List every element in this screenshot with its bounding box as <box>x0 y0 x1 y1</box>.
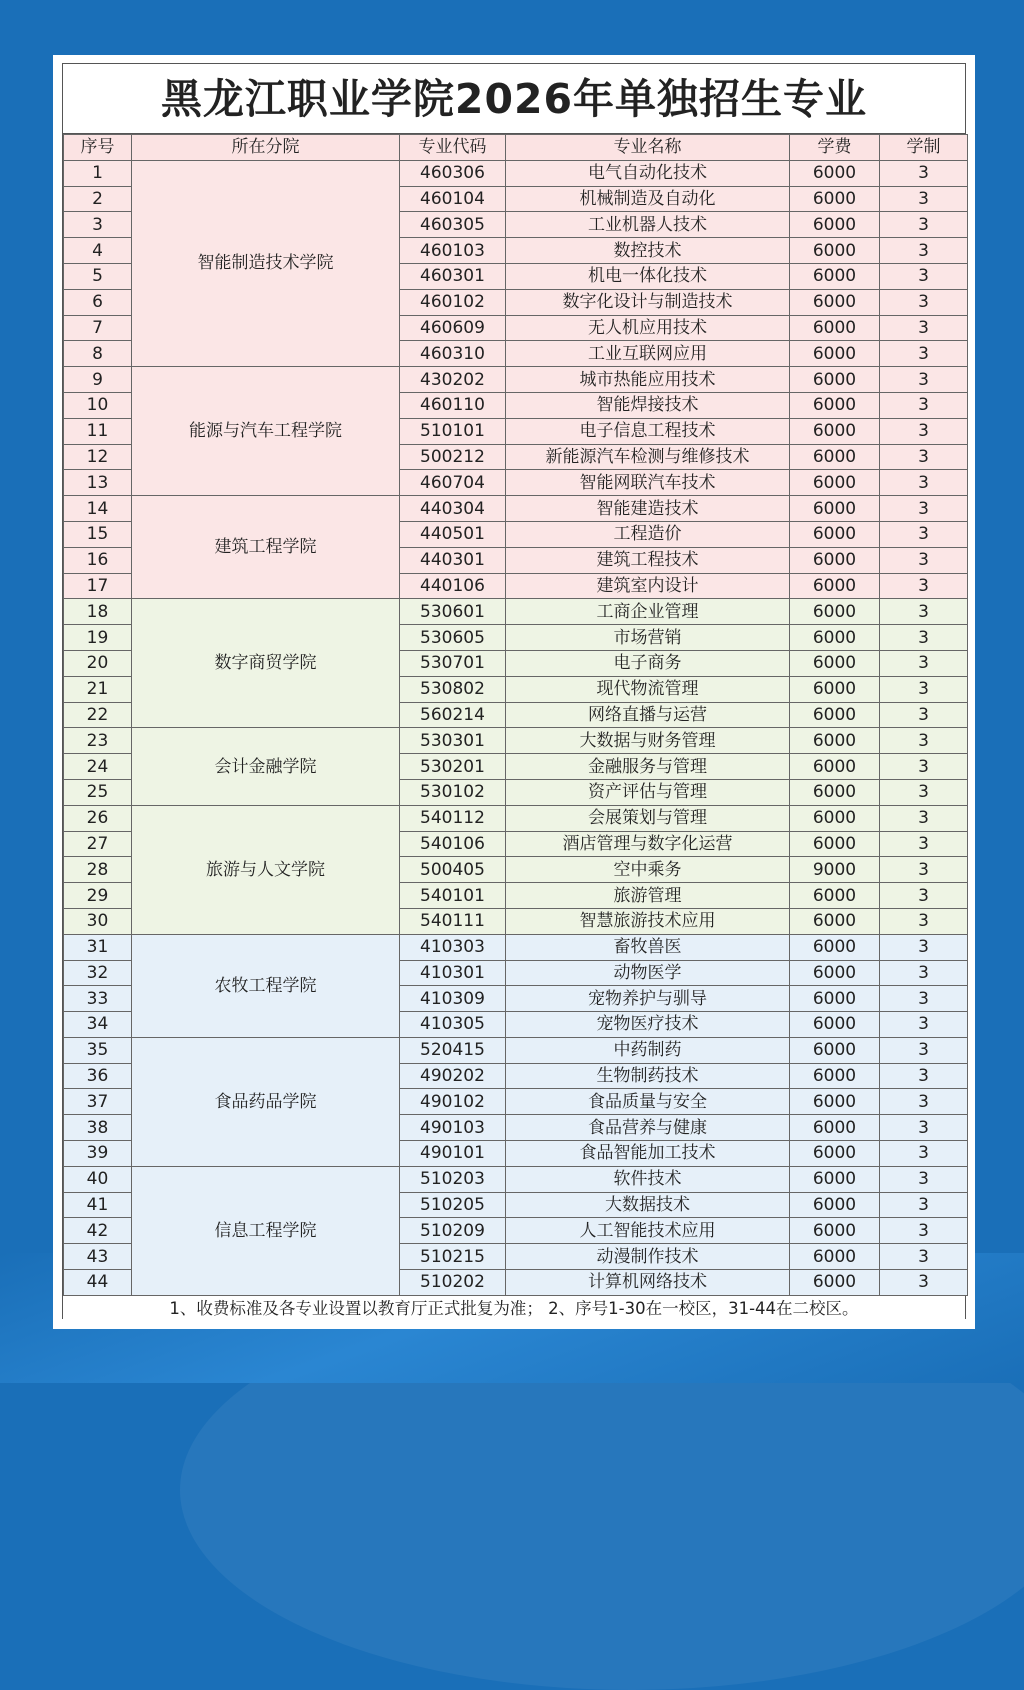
cell-duration: 3 <box>880 754 968 780</box>
cell-index: 31 <box>64 934 132 960</box>
cell-fee: 6000 <box>790 1166 880 1192</box>
cell-fee: 6000 <box>790 392 880 418</box>
table-row <box>64 728 968 754</box>
cell-duration: 3 <box>880 1063 968 1089</box>
cell-index: 23 <box>64 728 132 754</box>
cell-fee: 6000 <box>790 521 880 547</box>
cell-major: 工业互联网应用 <box>506 341 790 367</box>
cell-index: 25 <box>64 779 132 805</box>
cell-fee: 6000 <box>790 341 880 367</box>
cell-duration: 3 <box>880 779 968 805</box>
cell-code: 530601 <box>400 599 506 625</box>
cell-duration: 3 <box>880 444 968 470</box>
table-row <box>64 934 968 960</box>
cell-fee: 6000 <box>790 1141 880 1167</box>
cell-code: 440304 <box>400 496 506 522</box>
cell-duration: 3 <box>880 805 968 831</box>
cell-major: 工程造价 <box>506 521 790 547</box>
cell-duration: 3 <box>880 160 968 186</box>
cell-duration: 3 <box>880 263 968 289</box>
cell-index: 9 <box>64 367 132 393</box>
cell-major: 建筑室内设计 <box>506 573 790 599</box>
cell-index: 13 <box>64 470 132 496</box>
cell-code: 410301 <box>400 960 506 986</box>
cell-code: 540112 <box>400 805 506 831</box>
cell-duration: 3 <box>880 1166 968 1192</box>
cell-fee: 6000 <box>790 470 880 496</box>
cell-index: 28 <box>64 857 132 883</box>
cell-duration: 3 <box>880 960 968 986</box>
cell-major: 人工智能技术应用 <box>506 1218 790 1244</box>
cell-fee: 6000 <box>790 934 880 960</box>
cell-code: 410305 <box>400 1012 506 1038</box>
cell-code: 530605 <box>400 625 506 651</box>
cell-major: 中药制药 <box>506 1037 790 1063</box>
cell-duration: 3 <box>880 1089 968 1115</box>
cell-fee: 6000 <box>790 573 880 599</box>
cell-index: 6 <box>64 289 132 315</box>
cell-code: 510203 <box>400 1166 506 1192</box>
cell-index: 15 <box>64 521 132 547</box>
cell-index: 29 <box>64 883 132 909</box>
cell-code: 460609 <box>400 315 506 341</box>
cell-code: 540111 <box>400 908 506 934</box>
cell-college: 旅游与人文学院 <box>132 805 400 934</box>
cell-major: 会展策划与管理 <box>506 805 790 831</box>
table-row <box>64 1037 968 1063</box>
cell-duration: 3 <box>880 392 968 418</box>
cell-major: 大数据技术 <box>506 1192 790 1218</box>
cell-index: 14 <box>64 496 132 522</box>
cell-duration: 3 <box>880 1037 968 1063</box>
cell-index: 18 <box>64 599 132 625</box>
cell-fee: 6000 <box>790 444 880 470</box>
cell-duration: 3 <box>880 1218 968 1244</box>
cell-index: 39 <box>64 1141 132 1167</box>
cell-major: 建筑工程技术 <box>506 547 790 573</box>
cell-major: 电子商务 <box>506 650 790 676</box>
header-major: 专业名称 <box>506 135 790 161</box>
cell-major: 资产评估与管理 <box>506 779 790 805</box>
cell-major: 新能源汽车检测与维修技术 <box>506 444 790 470</box>
cell-code: 490101 <box>400 1141 506 1167</box>
cell-duration: 3 <box>880 934 968 960</box>
cell-code: 510205 <box>400 1192 506 1218</box>
cell-fee: 6000 <box>790 186 880 212</box>
footnote: 1、收费标准及各专业设置以教育厅正式批复为准； 2、序号1-30在一校区，31-44在二校区。 <box>63 1296 965 1321</box>
cell-code: 510101 <box>400 418 506 444</box>
cell-major: 智慧旅游技术应用 <box>506 908 790 934</box>
cell-college: 信息工程学院 <box>132 1166 400 1295</box>
cell-duration: 3 <box>880 1141 968 1167</box>
cell-index: 10 <box>64 392 132 418</box>
cell-index: 36 <box>64 1063 132 1089</box>
table-header-row <box>64 135 968 161</box>
cell-major: 宠物医疗技术 <box>506 1012 790 1038</box>
cell-fee: 6000 <box>790 908 880 934</box>
cell-index: 27 <box>64 831 132 857</box>
cell-major: 金融服务与管理 <box>506 754 790 780</box>
cell-major: 动漫制作技术 <box>506 1244 790 1270</box>
cell-code: 520415 <box>400 1037 506 1063</box>
cell-fee: 6000 <box>790 883 880 909</box>
header-college: 所在分院 <box>132 135 400 161</box>
cell-duration: 3 <box>880 418 968 444</box>
cell-index: 5 <box>64 263 132 289</box>
cell-duration: 3 <box>880 238 968 264</box>
cell-major: 大数据与财务管理 <box>506 728 790 754</box>
cell-duration: 3 <box>880 470 968 496</box>
table-row <box>64 599 968 625</box>
cell-fee: 6000 <box>790 367 880 393</box>
cell-fee: 6000 <box>790 1063 880 1089</box>
cell-major: 食品营养与健康 <box>506 1115 790 1141</box>
cell-major: 生物制药技术 <box>506 1063 790 1089</box>
cell-index: 33 <box>64 986 132 1012</box>
cell-college: 数字商贸学院 <box>132 599 400 728</box>
cell-index: 37 <box>64 1089 132 1115</box>
cell-fee: 6000 <box>790 805 880 831</box>
cell-fee: 6000 <box>790 779 880 805</box>
cell-code: 510202 <box>400 1270 506 1296</box>
cell-code: 460104 <box>400 186 506 212</box>
cell-duration: 3 <box>880 186 968 212</box>
cell-duration: 3 <box>880 625 968 651</box>
cell-duration: 3 <box>880 367 968 393</box>
cell-fee: 6000 <box>790 1244 880 1270</box>
cell-major: 智能建造技术 <box>506 496 790 522</box>
cell-major: 电子信息工程技术 <box>506 418 790 444</box>
cell-major: 宠物养护与驯导 <box>506 986 790 1012</box>
table-row <box>64 160 968 186</box>
cell-major: 市场营销 <box>506 625 790 651</box>
cell-index: 21 <box>64 676 132 702</box>
cell-duration: 3 <box>880 1270 968 1296</box>
cell-duration: 3 <box>880 1192 968 1218</box>
majors-table <box>63 134 968 1296</box>
cell-code: 440501 <box>400 521 506 547</box>
cell-fee: 6000 <box>790 676 880 702</box>
cell-code: 460102 <box>400 289 506 315</box>
cell-duration: 3 <box>880 547 968 573</box>
cell-college: 能源与汽车工程学院 <box>132 367 400 496</box>
cell-college: 会计金融学院 <box>132 728 400 805</box>
cell-code: 530201 <box>400 754 506 780</box>
cell-fee: 6000 <box>790 986 880 1012</box>
cell-fee: 6000 <box>790 496 880 522</box>
cell-index: 43 <box>64 1244 132 1270</box>
cell-code: 490102 <box>400 1089 506 1115</box>
cell-fee: 6000 <box>790 1218 880 1244</box>
cell-code: 410303 <box>400 934 506 960</box>
cell-code: 560214 <box>400 702 506 728</box>
cell-duration: 3 <box>880 986 968 1012</box>
cell-fee: 6000 <box>790 650 880 676</box>
cell-index: 35 <box>64 1037 132 1063</box>
cell-code: 530301 <box>400 728 506 754</box>
cell-index: 34 <box>64 1012 132 1038</box>
cell-fee: 6000 <box>790 702 880 728</box>
cell-fee: 6000 <box>790 599 880 625</box>
cell-fee: 6000 <box>790 263 880 289</box>
cell-duration: 3 <box>880 728 968 754</box>
cell-duration: 3 <box>880 573 968 599</box>
cell-major: 食品质量与安全 <box>506 1089 790 1115</box>
cell-duration: 3 <box>880 521 968 547</box>
cell-fee: 6000 <box>790 831 880 857</box>
cell-index: 32 <box>64 960 132 986</box>
cell-code: 430202 <box>400 367 506 393</box>
cell-major: 数字化设计与制造技术 <box>506 289 790 315</box>
cell-code: 490103 <box>400 1115 506 1141</box>
cell-fee: 6000 <box>790 1037 880 1063</box>
cell-duration: 3 <box>880 883 968 909</box>
cell-index: 22 <box>64 702 132 728</box>
cell-fee: 6000 <box>790 547 880 573</box>
cell-code: 500405 <box>400 857 506 883</box>
cell-index: 4 <box>64 238 132 264</box>
cell-index: 41 <box>64 1192 132 1218</box>
table-row <box>64 805 968 831</box>
cell-fee: 6000 <box>790 315 880 341</box>
cell-code: 460110 <box>400 392 506 418</box>
cell-fee: 6000 <box>790 160 880 186</box>
cell-major: 智能网联汽车技术 <box>506 470 790 496</box>
cell-major: 工商企业管理 <box>506 599 790 625</box>
header-index: 序号 <box>64 135 132 161</box>
cell-duration: 3 <box>880 599 968 625</box>
cell-index: 30 <box>64 908 132 934</box>
cell-code: 530701 <box>400 650 506 676</box>
cell-index: 17 <box>64 573 132 599</box>
table-body <box>64 160 968 1295</box>
cell-duration: 3 <box>880 315 968 341</box>
cell-code: 530802 <box>400 676 506 702</box>
cell-duration: 3 <box>880 702 968 728</box>
header-code: 专业代码 <box>400 135 506 161</box>
cell-duration: 3 <box>880 676 968 702</box>
cell-index: 1 <box>64 160 132 186</box>
page-title: 黑龙江职业学院2026年单独招生专业 <box>63 64 965 134</box>
cell-index: 2 <box>64 186 132 212</box>
cell-major: 机电一体化技术 <box>506 263 790 289</box>
cell-college: 食品药品学院 <box>132 1037 400 1166</box>
poster-frame <box>62 63 966 1319</box>
cell-code: 460103 <box>400 238 506 264</box>
cell-duration: 3 <box>880 496 968 522</box>
table-row <box>64 367 968 393</box>
cell-index: 3 <box>64 212 132 238</box>
cell-major: 畜牧兽医 <box>506 934 790 960</box>
cell-code: 540101 <box>400 883 506 909</box>
cell-major: 旅游管理 <box>506 883 790 909</box>
cell-duration: 3 <box>880 1115 968 1141</box>
cell-major: 食品智能加工技术 <box>506 1141 790 1167</box>
cell-index: 12 <box>64 444 132 470</box>
cell-code: 460306 <box>400 160 506 186</box>
cell-duration: 3 <box>880 831 968 857</box>
cell-index: 42 <box>64 1218 132 1244</box>
cell-fee: 6000 <box>790 1089 880 1115</box>
table-row <box>64 1166 968 1192</box>
cell-index: 24 <box>64 754 132 780</box>
cell-code: 440301 <box>400 547 506 573</box>
cell-college: 智能制造技术学院 <box>132 160 400 366</box>
cell-fee: 6000 <box>790 754 880 780</box>
cell-fee: 9000 <box>790 857 880 883</box>
cell-index: 40 <box>64 1166 132 1192</box>
cell-major: 酒店管理与数字化运营 <box>506 831 790 857</box>
cell-code: 440106 <box>400 573 506 599</box>
cell-index: 7 <box>64 315 132 341</box>
cell-duration: 3 <box>880 341 968 367</box>
table-row <box>64 496 968 522</box>
cell-code: 510215 <box>400 1244 506 1270</box>
cell-major: 动物医学 <box>506 960 790 986</box>
cell-code: 460310 <box>400 341 506 367</box>
cell-duration: 3 <box>880 908 968 934</box>
cell-code: 410309 <box>400 986 506 1012</box>
cell-code: 540106 <box>400 831 506 857</box>
cell-duration: 3 <box>880 857 968 883</box>
cell-code: 530102 <box>400 779 506 805</box>
cell-code: 510209 <box>400 1218 506 1244</box>
cell-code: 460301 <box>400 263 506 289</box>
cell-index: 8 <box>64 341 132 367</box>
cell-major: 工业机器人技术 <box>506 212 790 238</box>
header-duration: 学制 <box>880 135 968 161</box>
cell-major: 网络直播与运营 <box>506 702 790 728</box>
cell-major: 机械制造及自动化 <box>506 186 790 212</box>
cell-index: 19 <box>64 625 132 651</box>
cell-major: 空中乘务 <box>506 857 790 883</box>
cell-duration: 3 <box>880 289 968 315</box>
cell-duration: 3 <box>880 650 968 676</box>
cell-index: 38 <box>64 1115 132 1141</box>
cell-code: 490202 <box>400 1063 506 1089</box>
cell-fee: 6000 <box>790 289 880 315</box>
cell-major: 计算机网络技术 <box>506 1270 790 1296</box>
cell-fee: 6000 <box>790 212 880 238</box>
cell-code: 500212 <box>400 444 506 470</box>
cell-index: 16 <box>64 547 132 573</box>
header-fee: 学费 <box>790 135 880 161</box>
cell-fee: 6000 <box>790 1115 880 1141</box>
cell-major: 现代物流管理 <box>506 676 790 702</box>
cell-code: 460305 <box>400 212 506 238</box>
cell-fee: 6000 <box>790 1270 880 1296</box>
cell-fee: 6000 <box>790 1192 880 1218</box>
cell-fee: 6000 <box>790 728 880 754</box>
cell-major: 电气自动化技术 <box>506 160 790 186</box>
cell-duration: 3 <box>880 212 968 238</box>
cell-major: 城市热能应用技术 <box>506 367 790 393</box>
cell-college: 农牧工程学院 <box>132 934 400 1037</box>
cell-major: 智能焊接技术 <box>506 392 790 418</box>
cell-code: 460704 <box>400 470 506 496</box>
cell-fee: 6000 <box>790 625 880 651</box>
cell-fee: 6000 <box>790 238 880 264</box>
cell-fee: 6000 <box>790 418 880 444</box>
cell-index: 26 <box>64 805 132 831</box>
cell-major: 软件技术 <box>506 1166 790 1192</box>
cell-fee: 6000 <box>790 960 880 986</box>
cell-index: 11 <box>64 418 132 444</box>
cell-fee: 6000 <box>790 1012 880 1038</box>
cell-duration: 3 <box>880 1012 968 1038</box>
cell-index: 20 <box>64 650 132 676</box>
cell-major: 数控技术 <box>506 238 790 264</box>
cell-college: 建筑工程学院 <box>132 496 400 599</box>
cell-duration: 3 <box>880 1244 968 1270</box>
cell-index: 44 <box>64 1270 132 1296</box>
cell-major: 无人机应用技术 <box>506 315 790 341</box>
